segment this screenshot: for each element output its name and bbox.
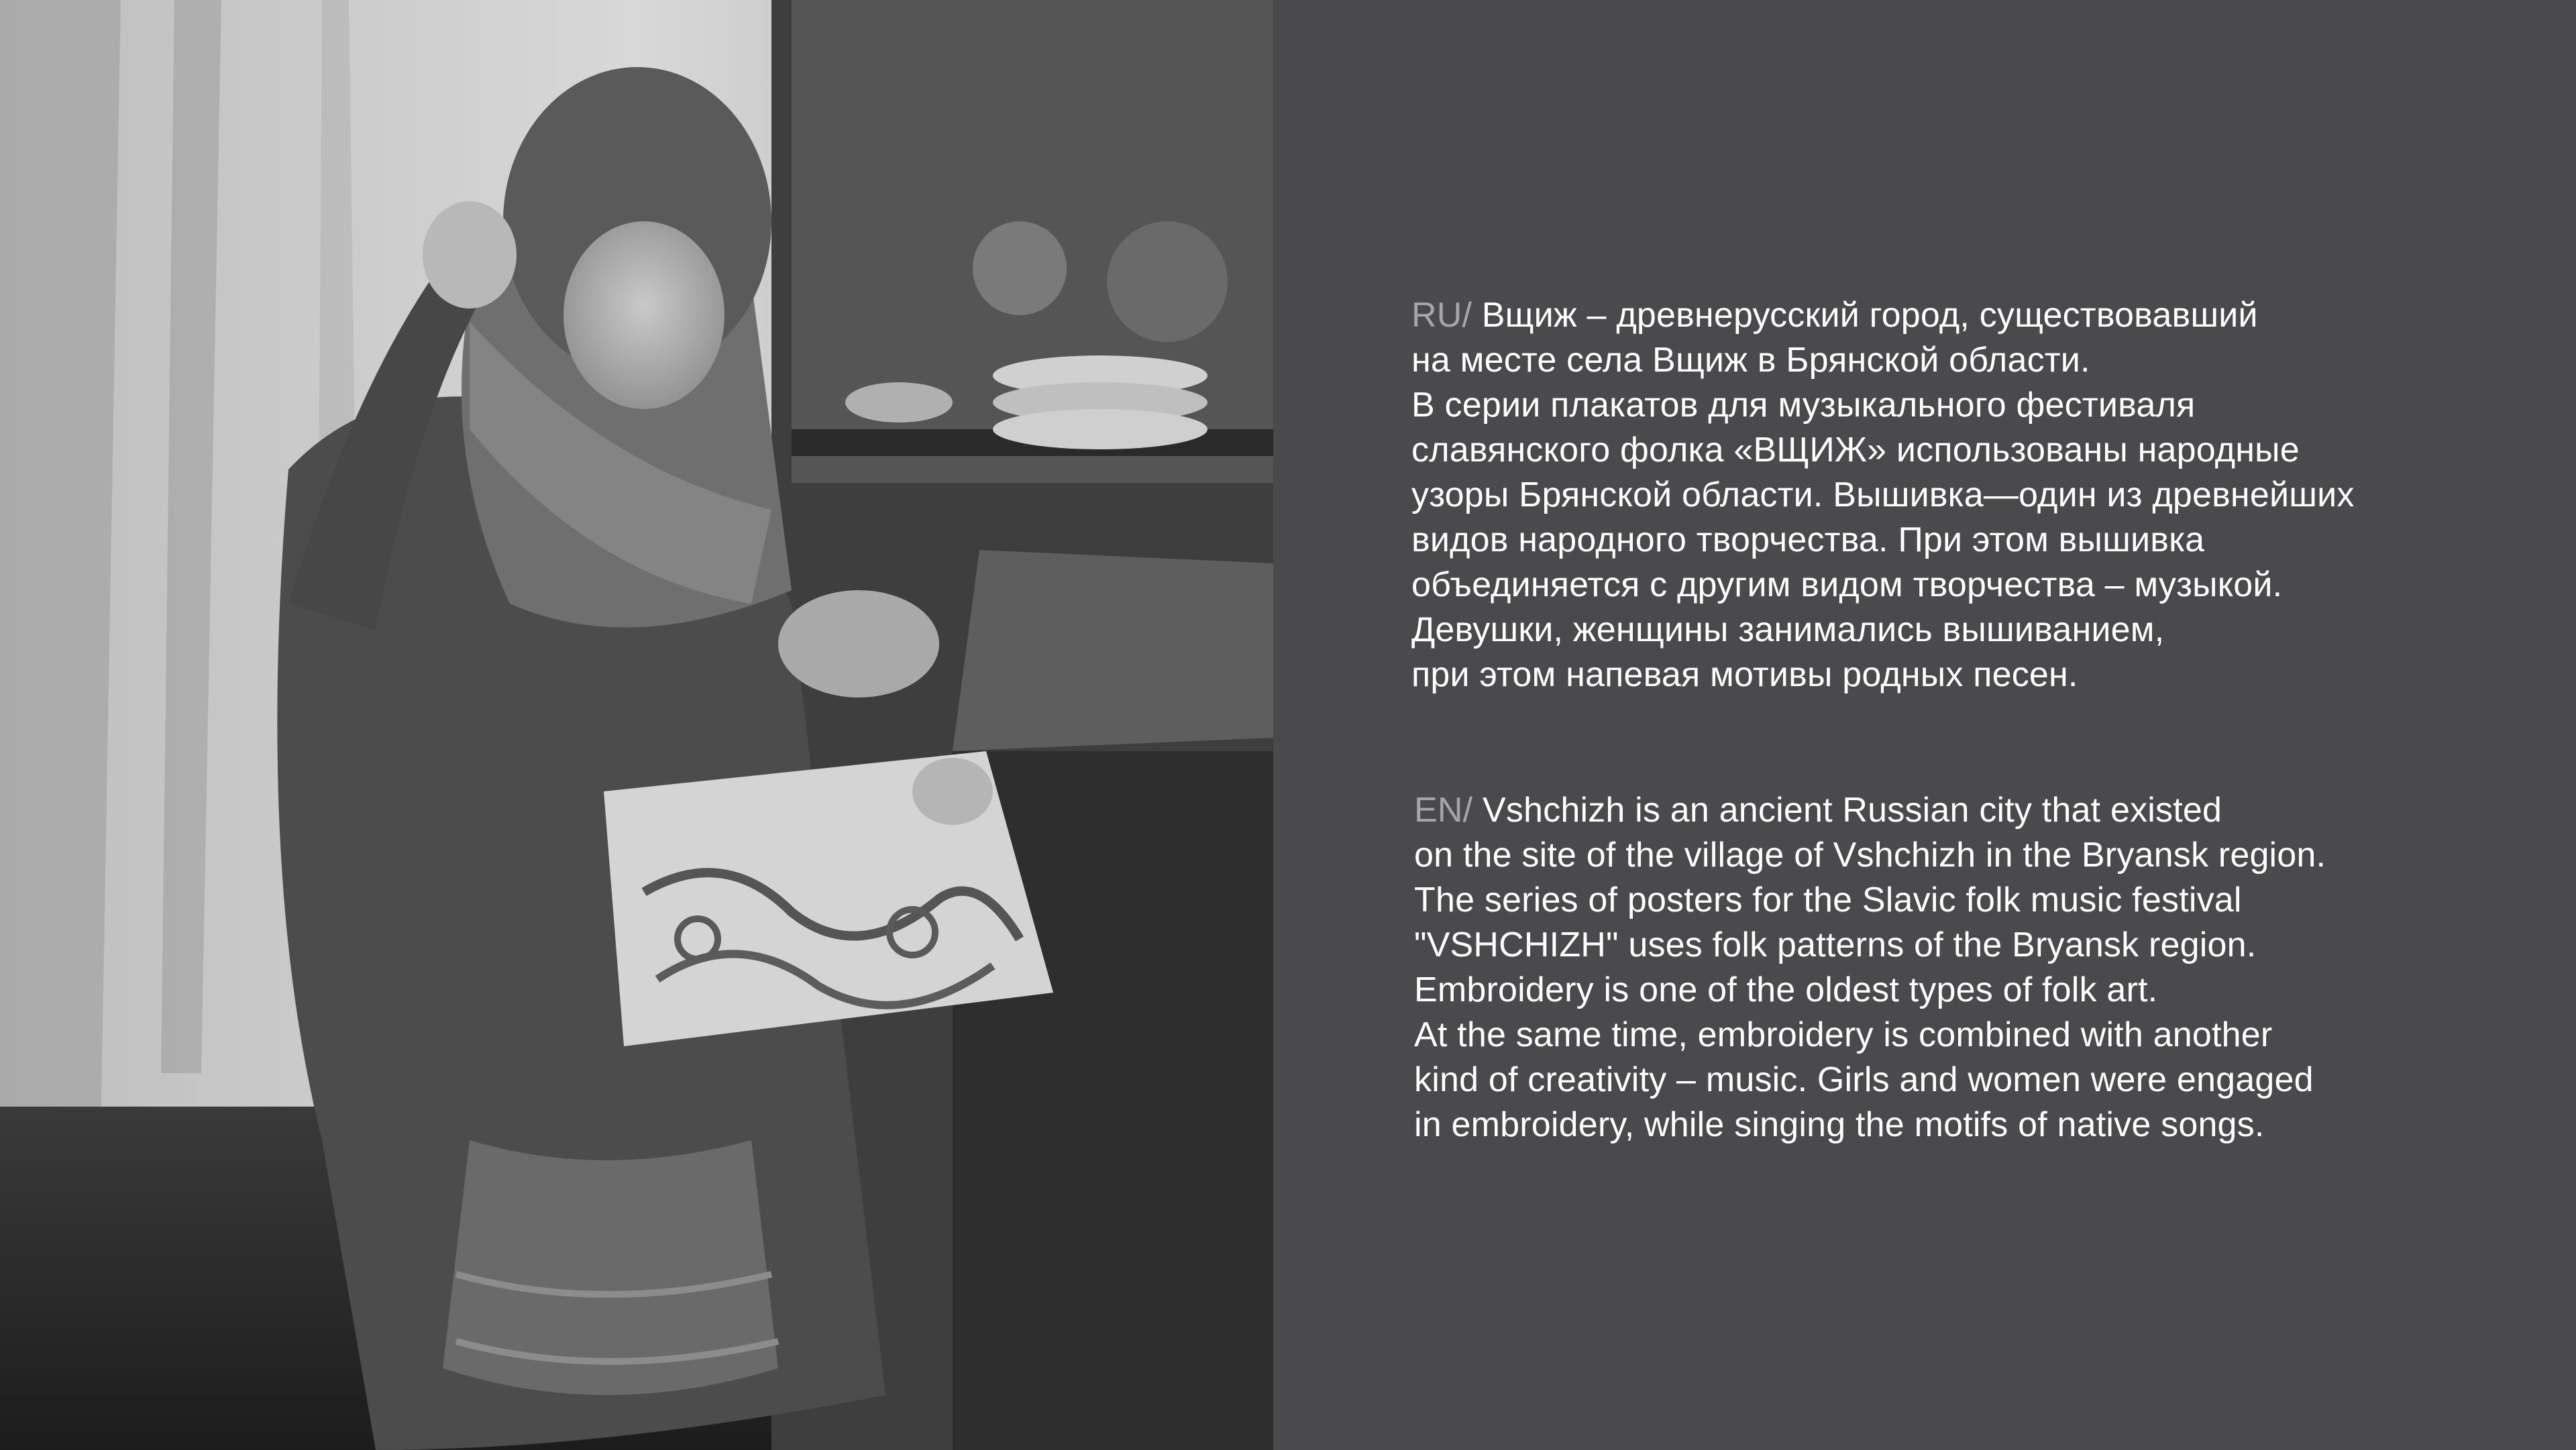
ru-line-1	[1411, 293, 2565, 338]
ru-text-line: объединяется с другим видом творчества – музыкой.	[1411, 565, 2283, 604]
ru-language-prefix: RU/	[1411, 296, 1472, 335]
en-text-line: "VSHCHIZH" uses folk patterns of the Bryansk region.	[1414, 926, 2257, 964]
english-description	[1414, 788, 2568, 1148]
archival-photo	[0, 0, 1273, 1450]
ru-text-line: Вщиж – древнерусский город, существовавший	[1472, 296, 2258, 335]
en-text-line: in embroidery, while singing the motifs of native songs.	[1414, 1105, 2265, 1144]
ru-text-line: на месте села Вщиж в Брянской области.	[1411, 341, 2090, 380]
russian-description	[1411, 293, 2565, 698]
en-text-line: At the same time, embroidery is combined with another	[1414, 1015, 2273, 1054]
ru-text-line: узоры Брянской области. Вышивка—один из древнейших	[1411, 476, 2355, 514]
ru-text-line: В серии плакатов для музыкального фестиваля	[1411, 386, 2196, 425]
en-text-line: kind of creativity – music. Girls and women were engaged	[1414, 1060, 2314, 1099]
embroidering-girl-photo-icon	[0, 0, 1273, 1450]
ru-text-line: славянского фолка «ВЩИЖ» использованы народные	[1411, 431, 2300, 469]
en-text-line: on the site of the village of Vshchizh in the Bryansk region.	[1414, 836, 2326, 875]
en-text-line: Vshchizh is an ancient Russian city that existed	[1472, 791, 2222, 830]
en-text-line: Embroidery is one of the oldest types of folk art.	[1414, 970, 2158, 1009]
ru-text-line: Девушки, женщины занимались вышиванием,	[1411, 610, 2165, 649]
en-text-line: The series of posters for the Slavic folk music festival	[1414, 881, 2242, 919]
ru-text-line: при этом напевая мотивы родных песен.	[1411, 655, 2078, 694]
en-line-1	[1414, 788, 2568, 833]
ru-text-line: видов народного творчества. При этом вышивка	[1411, 520, 2205, 559]
description-panel	[1273, 0, 2576, 1450]
en-language-prefix: EN/	[1414, 791, 1473, 830]
